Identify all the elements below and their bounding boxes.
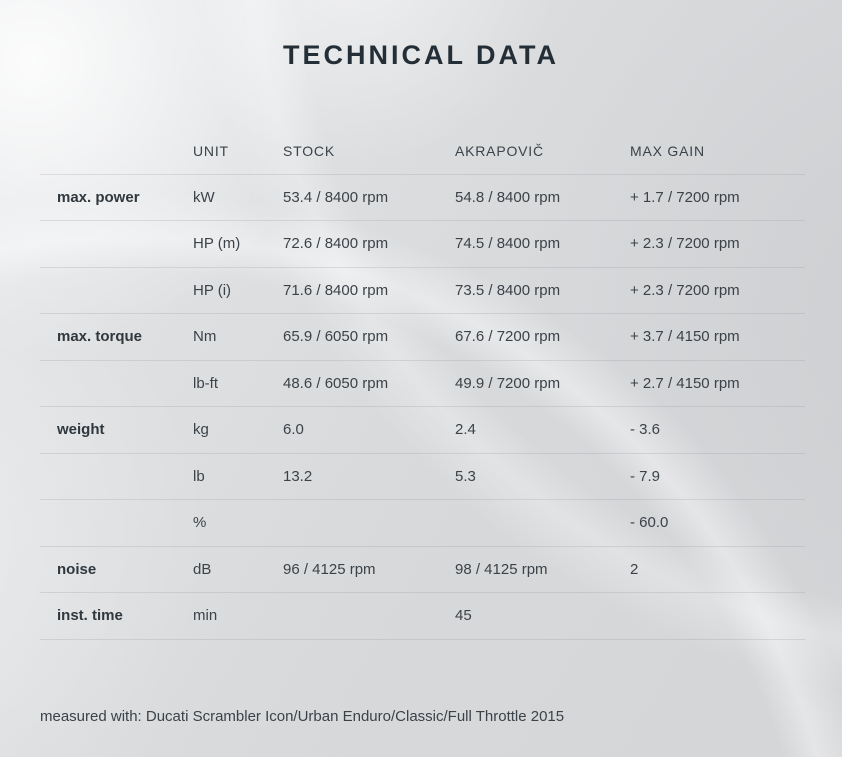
stock-cell: 96 / 4125 rpm [283,560,376,578]
unit-cell: HP (i) [193,281,232,299]
row-label-cell: max. torque [57,328,143,346]
stock-cell: 65.9 / 6050 rpm [283,328,389,346]
measured-with-note: measured with: Ducati Scrambler Icon/Urban Enduro/Classic/Full Throttle 2015 [40,708,565,725]
max-gain-cell: + 3.7 / 4150 rpm [630,328,740,346]
max-gain-cell: - 7.9 [630,467,661,485]
akrapovic-cell: 74.5 / 8400 rpm [455,235,561,253]
akrapovic-cell: 67.6 / 7200 rpm [455,328,561,346]
max-gain-cell: + 2.3 / 7200 rpm [630,281,740,299]
unit-cell: kg [193,421,209,439]
max-gain-cell: 2 [630,560,639,578]
stock-cell: 13.2 [283,467,313,485]
max-gain-cell: - 60.0 [630,514,669,532]
unit-cell: HP (m) [193,235,241,253]
akrapovic-cell: 98 / 4125 rpm [455,560,548,578]
table-row [40,314,805,361]
akrapovic-cell: 2.4 [455,421,476,439]
row-label-cell: noise [57,560,97,578]
akrapovic-cell: 49.9 / 7200 rpm [455,374,561,392]
column-header-max-gain: MAX GAIN [630,142,705,159]
table-row [40,593,805,640]
column-header-stock: STOCK [283,142,335,159]
table-row [40,268,805,315]
column-header-unit: UNIT [193,142,229,159]
stock-cell: 53.4 / 8400 rpm [283,188,389,206]
table-row [40,361,805,408]
max-gain-cell: + 2.3 / 7200 rpm [630,235,740,253]
table-row [40,407,805,454]
unit-cell: lb [193,467,205,485]
table-row [40,500,805,547]
unit-cell: min [193,607,218,625]
akrapovic-cell: 45 [455,607,472,625]
max-gain-cell: + 2.7 / 4150 rpm [630,374,740,392]
akrapovic-cell: 73.5 / 8400 rpm [455,281,561,299]
table-row [40,175,805,222]
unit-cell: kW [193,188,215,206]
table-row [40,454,805,501]
unit-cell: Nm [193,328,217,346]
stock-cell: 72.6 / 8400 rpm [283,235,389,253]
row-label-cell: inst. time [57,607,123,625]
table-header-row [40,128,805,175]
max-gain-cell: + 1.7 / 7200 rpm [630,188,740,206]
stock-cell: 71.6 / 8400 rpm [283,281,389,299]
unit-cell: % [193,514,207,532]
row-label-cell: weight [57,421,105,439]
column-header-akrapovic: AKRAPOVIČ [455,142,544,159]
max-gain-cell: - 3.6 [630,421,661,439]
stock-cell: 48.6 / 6050 rpm [283,374,389,392]
page-title: TECHNICAL DATA [283,40,559,70]
row-label-cell: max. power [57,188,140,206]
technical-data-table [40,128,805,640]
table-row [40,547,805,594]
unit-cell: dB [193,560,212,578]
table-row [40,221,805,268]
akrapovic-cell: 54.8 / 8400 rpm [455,188,561,206]
stock-cell: 6.0 [283,421,304,439]
akrapovic-cell: 5.3 [455,467,476,485]
unit-cell: lb-ft [193,374,219,392]
